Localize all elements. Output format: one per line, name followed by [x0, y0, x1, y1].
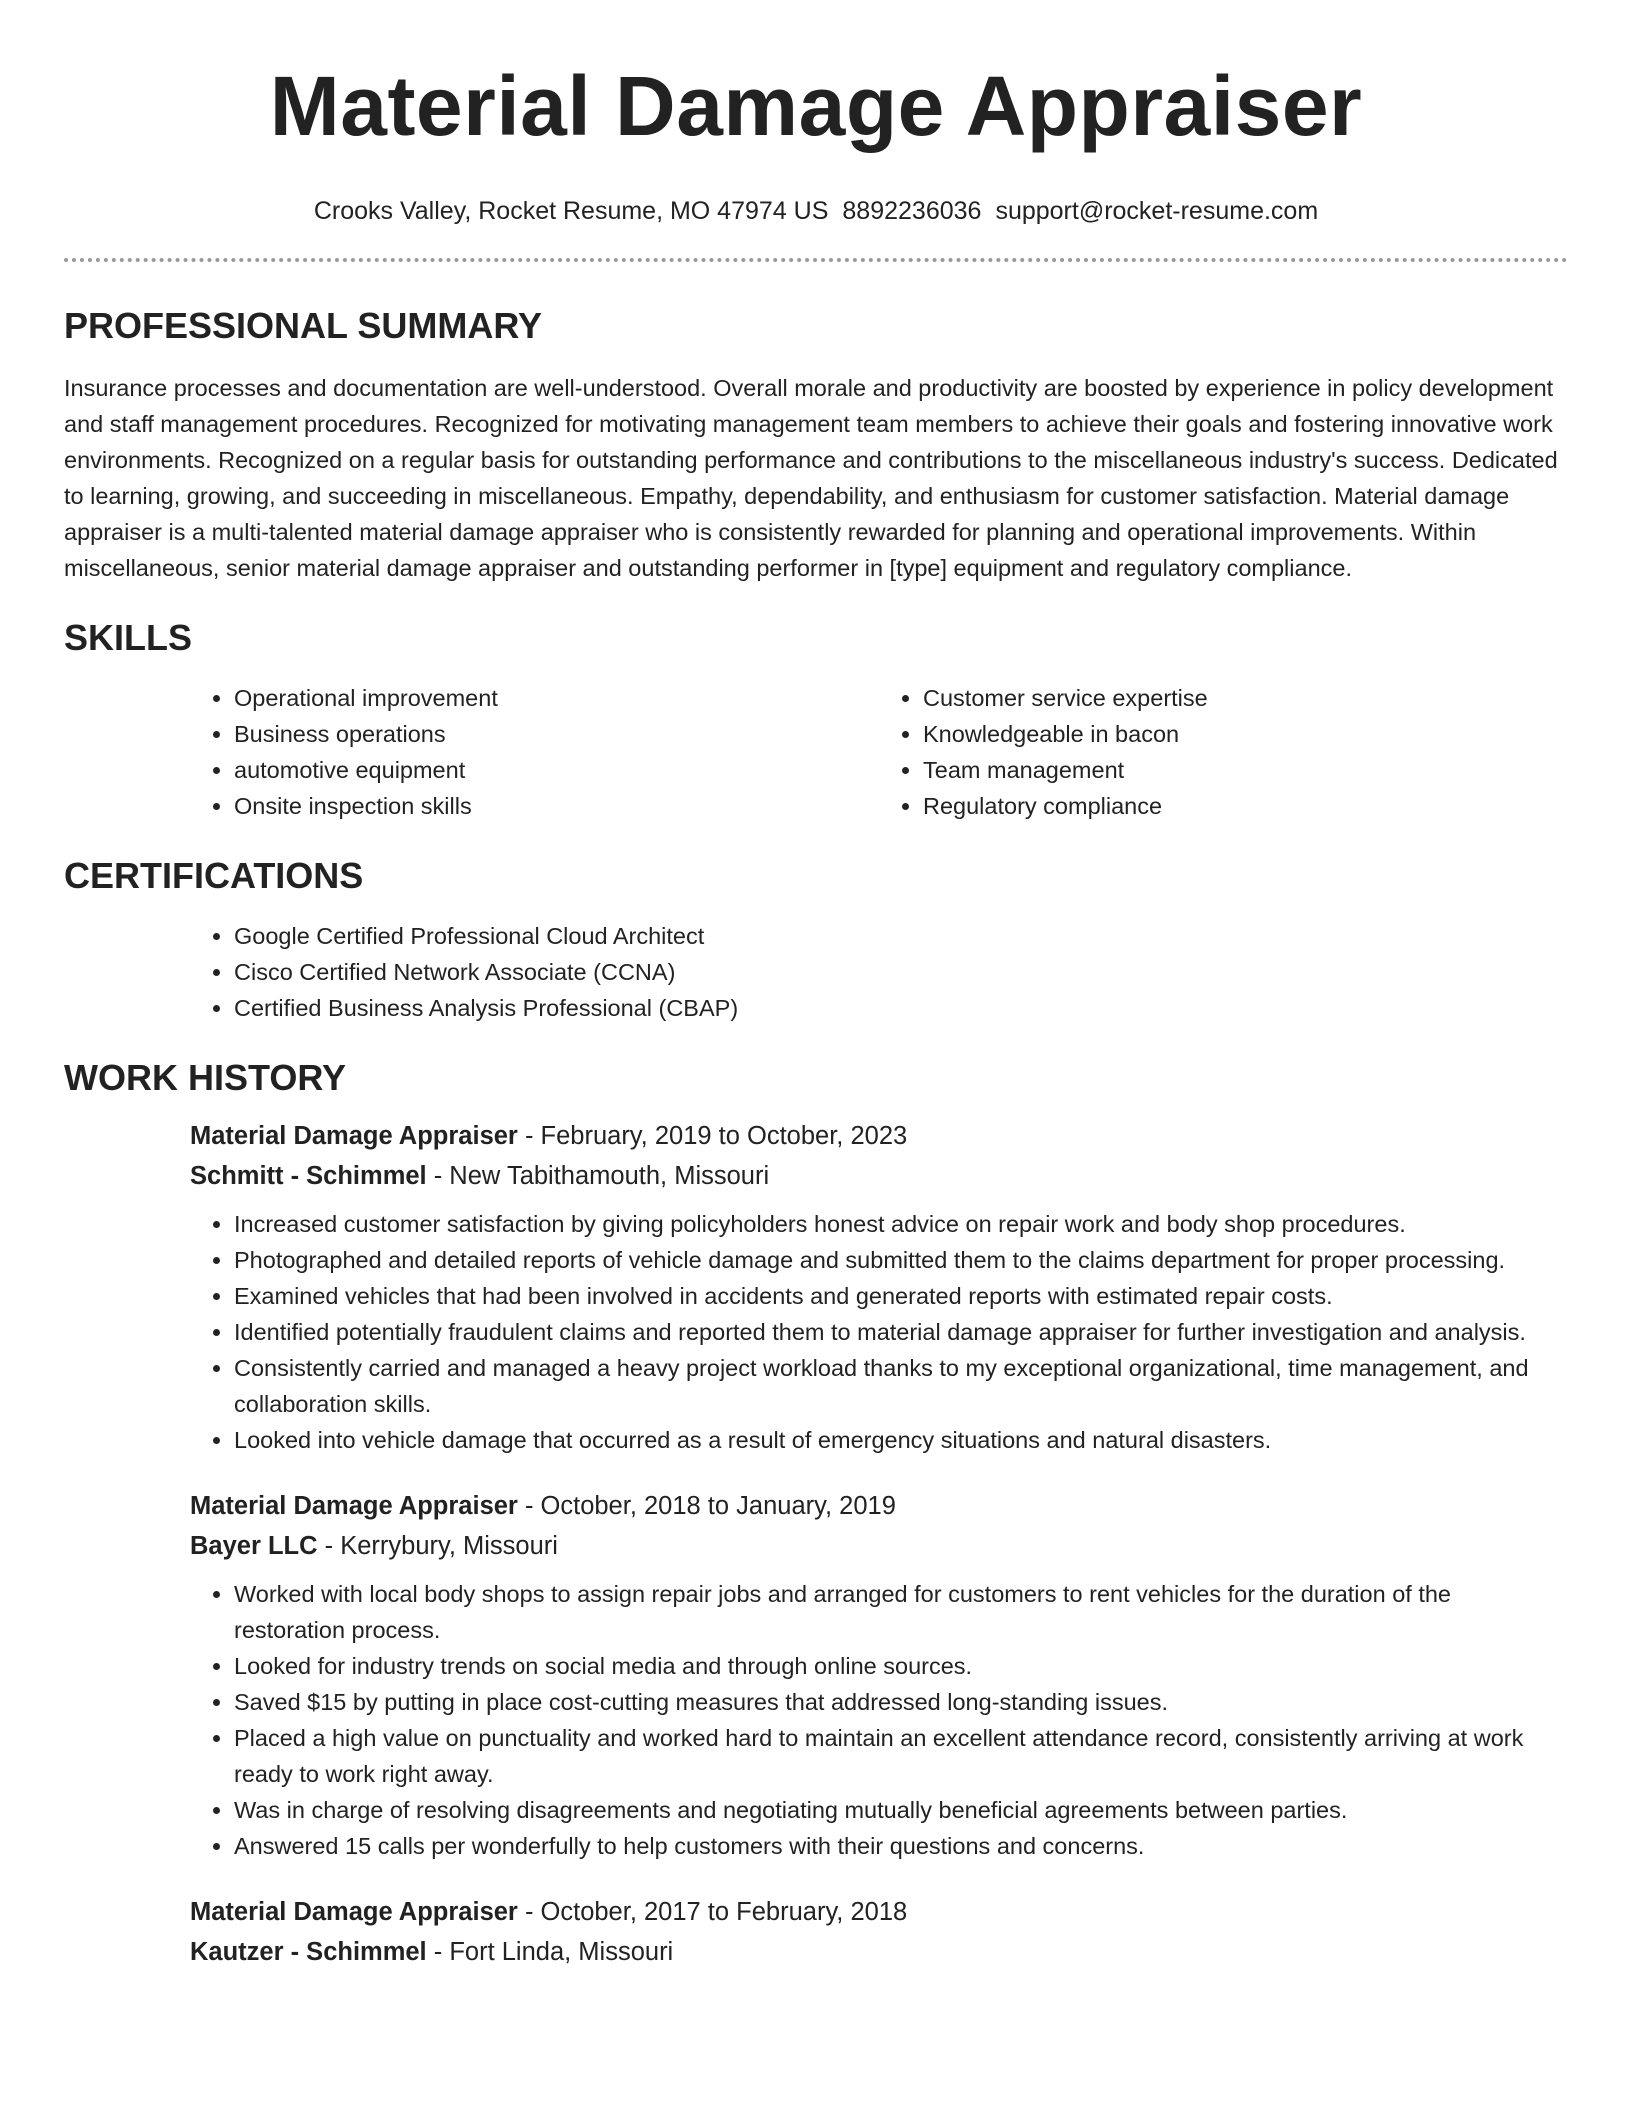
contact-address: Crooks Valley, Rocket Resume, MO 47974 US [313, 197, 829, 225]
job-bullet: • Consistently carried and managed a heavy project workload thanks to my exceptional organizational, time management, and collaboration skills. [234, 1350, 1568, 1422]
contact-email[interactable]: support@rocket-resume.com [995, 197, 1319, 225]
job-bullet: • Looked for industry trends on social media and through online sources. [234, 1648, 1568, 1684]
job-company: Kautzer - Schimmel [190, 1938, 427, 1966]
job-dates: - October, 2018 to January, 2019 [517, 1492, 896, 1520]
job-company-line [190, 1932, 1568, 1972]
job-title: Material Damage Appraiser [190, 1898, 518, 1926]
summary-title: PROFESSIONAL SUMMARY [64, 305, 543, 346]
skills-title: SKILLS [64, 617, 193, 658]
certification-item: • Cisco Certified Network Associate (CCNA) [234, 954, 1568, 990]
certification-item: • Google Certified Professional Cloud Architect [234, 918, 1568, 954]
header-divider [64, 258, 1568, 262]
certifications-section [64, 854, 1568, 1026]
summary-section [64, 304, 1568, 586]
skill-item: • Customer service expertise [923, 680, 1568, 716]
job-bullet: • Looked into vehicle damage that occurred as a result of emergency situations and natural disasters. [234, 1422, 1568, 1458]
job-title-line [190, 1116, 1568, 1156]
skill-item: • Operational improvement [234, 680, 879, 716]
skill-item: • Team management [923, 752, 1568, 788]
skills-list-right [879, 680, 1568, 824]
job-title: Material Damage Appraiser [190, 1122, 518, 1150]
job-title-line [190, 1486, 1568, 1526]
job-location: - Kerrybury, Missouri [317, 1532, 558, 1560]
summary-text: Insurance processes and documentation are well-understood. Overall morale and productivity are boosted by experience in policy development and staff management procedures. Recognized for motivating management team members to achieve their goals and fostering innovative work environments. Recognized on a regular basis for outstanding performance and contributions to the miscellaneous industry's success. Dedicated to learning, growing, and succeeding in miscellaneous. Empathy, dependability, and enthusiasm for customer satisfaction. Material damage appraiser is a multi-talented material damage appraiser who is consistently rewarded for planning and operational improvements. Within miscellaneous, senior material damage appraiser and outstanding performer in [type] equipment and regulatory compliance. [64, 375, 1558, 581]
skill-item: • Knowledgeable in bacon [923, 716, 1568, 752]
skills-grid [190, 680, 1568, 824]
job-bullet: • Was in charge of resolving disagreements and negotiating mutually beneficial agreements between parties. [234, 1792, 1568, 1828]
job-dates: - October, 2017 to February, 2018 [517, 1898, 908, 1926]
job-entry [190, 1116, 1568, 1458]
job-title: Material Damage Appraiser [190, 1492, 518, 1520]
skills-section [64, 616, 1568, 824]
skill-item: • automotive equipment [234, 752, 879, 788]
certifications-title: CERTIFICATIONS [64, 855, 364, 896]
certifications-list [190, 918, 1568, 1026]
job-bullet: • Examined vehicles that had been involved in accidents and generated reports with estimated repair costs. [234, 1278, 1568, 1314]
job-bullet: • Identified potentially fraudulent claims and reported them to material damage appraiser for further investigation and analysis. [234, 1314, 1568, 1350]
job-company: Bayer LLC [190, 1532, 318, 1560]
job-bullet: • Photographed and detailed reports of vehicle damage and submitted them to the claims department for proper processing. [234, 1242, 1568, 1278]
job-bullet: • Increased customer satisfaction by giving policyholders honest advice on repair work and body shop procedures. [234, 1206, 1568, 1242]
job-bullets [190, 1206, 1568, 1458]
job-company-line [190, 1156, 1568, 1196]
job-bullets [190, 1576, 1568, 1864]
job-location: - New Tabithamouth, Missouri [426, 1162, 770, 1190]
job-title-line [190, 1892, 1568, 1932]
skill-item: • Onsite inspection skills [234, 788, 879, 824]
job-location: - Fort Linda, Missouri [426, 1938, 674, 1966]
resume-name: Material Damage Appraiser [269, 59, 1363, 153]
contact-phone: 8892236036 [842, 197, 982, 225]
job-bullet: • Saved $15 by putting in place cost-cutting measures that addressed long-standing issues. [234, 1684, 1568, 1720]
job-entry [190, 1892, 1568, 1972]
skill-item: • Business operations [234, 716, 879, 752]
job-dates: - February, 2019 to October, 2023 [517, 1122, 908, 1150]
job-company-line [190, 1526, 1568, 1566]
work-history-section [64, 1056, 1568, 1972]
certification-item: • Certified Business Analysis Professional (CBAP) [234, 990, 1568, 1026]
job-entry [190, 1486, 1568, 1864]
contact-line [0, 196, 1632, 226]
skill-item: • Regulatory compliance [923, 788, 1568, 824]
job-bullet: • Answered 15 calls per wonderfully to help customers with their questions and concerns. [234, 1828, 1568, 1864]
job-company: Schmitt - Schimmel [190, 1162, 427, 1190]
job-bullet: • Worked with local body shops to assign repair jobs and arranged for customers to rent vehicles for the duration of the restoration process. [234, 1576, 1568, 1648]
skills-list-left [190, 680, 879, 824]
work-history-title: WORK HISTORY [64, 1057, 347, 1098]
job-bullet: • Placed a high value on punctuality and worked hard to maintain an excellent attendance record, consistently arriving at work ready to work right away. [234, 1720, 1568, 1792]
